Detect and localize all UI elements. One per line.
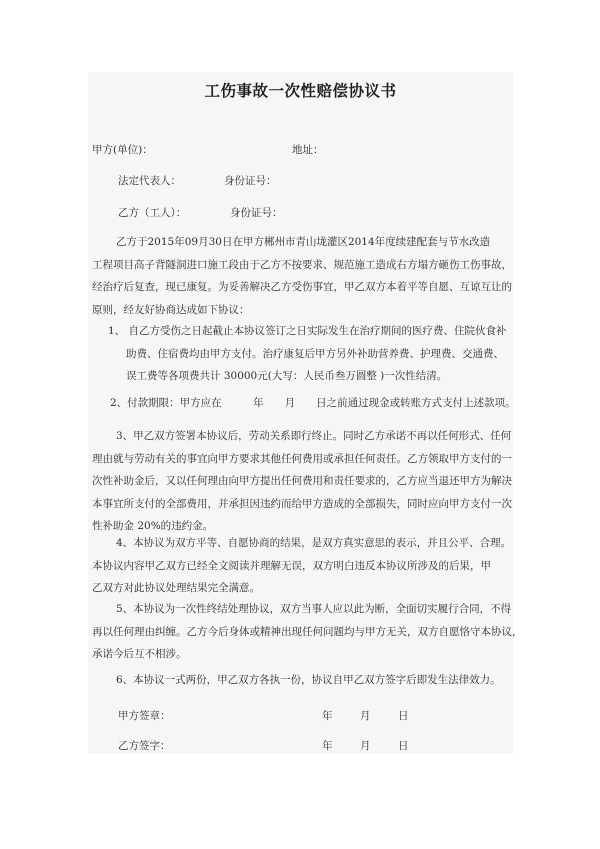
- legal-rep-label: 法定代表人：: [118, 175, 181, 187]
- clause-line: 次性补助金后，又以任何理由向甲方提出任何费用和责任要求的，乙方应当退还甲方为解决: [92, 475, 512, 487]
- clause-line: 再以任何理由纠缠。乙方今后身体或精神出现任何问题均与甲方无关，双方自愿恪守本协议，: [92, 625, 523, 638]
- id-number-label-1: 身份证号：: [224, 175, 277, 187]
- sign-a-month: 月: [360, 710, 371, 722]
- intro-line: 经治疗后复查，现已康复。为妥善解决乙方受伤事宜，甲乙双方本着平等自愿、互谅互让的: [92, 281, 512, 293]
- party-b-signature-label: 乙方签字：: [118, 740, 171, 752]
- clause-line: 助费、住宿费均由甲方支付。治疗康复后甲方另外补助营养费、护理费、交通费、: [126, 347, 504, 360]
- clause-line: 承诺今后互不相涉。: [92, 648, 187, 660]
- intro-paragraph: [92, 231, 510, 321]
- intro-line: 工程项目高子背隧洞进口施工段由于乙方不按要求、规范施工造成右方塌方砸伤工伤事故，: [92, 258, 512, 271]
- sign-b-month: 月: [360, 740, 371, 752]
- clause-6: 6、本协议一式两份，甲乙双方各执一份，协议自甲乙双方签字后即发生法律效力。: [116, 674, 501, 686]
- sign-b-year: 年: [322, 740, 333, 752]
- clause-line: 理由就与劳动有关的事宜向甲方要求其他任何费用或承担任何责任。乙方领取甲方支付的一: [92, 452, 512, 465]
- clause-3: [92, 425, 510, 538]
- intro-line: 原则，经友好协商达成如下协议：: [92, 303, 250, 316]
- sign-a-day: 日: [398, 710, 409, 722]
- clause-line: 1、 自乙方受伤之日起截止本协议签订之日实际发生在治疗期间的医疗费、住院伙食补: [108, 325, 507, 337]
- intro-line: 乙方于2015年09月30日在甲方郴州市青山垅灌区2014年度续建配套与节水改造: [116, 236, 491, 248]
- party-b-label: 乙方（工人）：: [118, 207, 187, 219]
- party-a-unit-label: 甲方(单位)：: [92, 144, 153, 156]
- document-title: 工伤事故一次性赔偿协议书: [204, 81, 397, 100]
- clause-line: 乙双方对此协议处理结果完全满意。: [92, 582, 260, 594]
- clause-line: 4、本协议为双方平等、自愿协商的结果，是双方真实意思的表示，并且公平、合理。: [116, 537, 512, 549]
- clause-line: 性补助金 20%的违约金。: [92, 520, 214, 532]
- clause-5: [92, 598, 523, 666]
- sign-a-year: 年: [322, 710, 333, 722]
- clause-line: 3、甲乙双方签署本协议后，劳动关系即行终止。同时乙方承诺不再以任何形式、任何: [116, 430, 512, 442]
- clause-line: 本事宜所支付的全部费用，并承担因违约而给甲方造成的全部损失，同时应向甲方支付一次: [92, 497, 512, 510]
- clause-4: [92, 532, 510, 600]
- clause-2: 2、付款期限：甲方应在 年 月 日之前通过现金或转账方式支付上述款项。: [110, 397, 516, 409]
- id-number-label-2: 身份证号：: [230, 207, 283, 219]
- clause-1: [108, 320, 508, 388]
- address-label: 地址：: [292, 144, 324, 156]
- clause-line: 误工费等各项费共计 30000元(大写：人民币叁万圆整 )一次性结清。: [126, 370, 448, 382]
- party-a-signature-label: 甲方签章：: [118, 710, 171, 722]
- clause-line: 5、本协议为一次性终结处理协议，双方当事人应以此为断，全面切实履行合同，不得: [116, 603, 512, 615]
- clause-line: 本协议内容甲乙双方已经全文阅读并理解无误，双方明白违反本协议所涉及的后果，甲: [92, 559, 491, 572]
- sign-b-day: 日: [398, 740, 409, 752]
